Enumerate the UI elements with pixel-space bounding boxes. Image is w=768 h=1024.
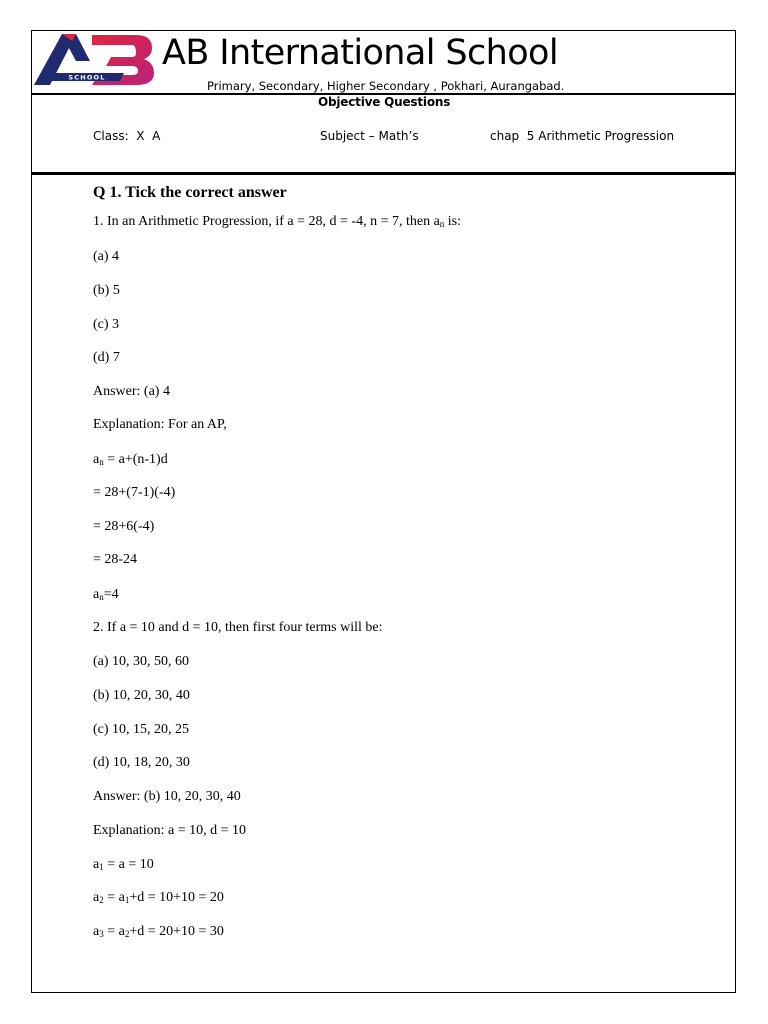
q1-step-formula: [93, 451, 168, 471]
q2-term-3: [93, 923, 224, 943]
school-address: Primary, Secondary, Higher Secondary , Pokhari, Aurangabad.: [207, 79, 565, 93]
q1-result: [93, 586, 119, 606]
q2-term-2-value: +d = 10+10 = 20: [129, 890, 224, 905]
q2-option-b: (b) 10, 20, 30, 40: [93, 688, 190, 703]
q2-term-3-value: +d = 20+10 = 30: [129, 924, 224, 939]
q2-term-1-subscript: 1: [99, 862, 104, 872]
q2-question: 2. If a = 10 and d = 10, then first four terms will be:: [93, 620, 383, 635]
school-name: AB International School: [162, 33, 558, 73]
q2-option-c: (c) 10, 15, 20, 25: [93, 722, 190, 737]
logo-school-text: SCHOOL: [68, 73, 106, 82]
q1-answer: Answer: (a) 4: [93, 384, 170, 399]
q2-term-3-mid: = a: [103, 924, 125, 939]
q2-term-3-subscript-prev: 2: [124, 929, 130, 939]
q2-term-2-mid: = a: [103, 890, 125, 905]
q2-explanation: Explanation: a = 10, d = 10: [93, 823, 247, 838]
q2-term-2-name: a: [93, 890, 100, 905]
q1-step-formula-rest: = a+(n-1)d: [103, 452, 168, 467]
school-logo: [32, 31, 156, 87]
q1-question-suffix: is:: [444, 214, 462, 229]
q1-explanation: Explanation: For an AP,: [93, 417, 227, 432]
q1-step-multiply: = 28+6(-4): [93, 519, 155, 534]
info-divider: [32, 172, 736, 175]
q1-step-formula-subscript: n: [99, 457, 104, 467]
chapter-label: chap 5 Arithmetic Progression: [490, 129, 675, 143]
q1-result-term: a: [93, 587, 100, 602]
q1-step-formula-term: a: [93, 452, 100, 467]
q2-term-1-value: = a = 10: [103, 857, 154, 872]
q1-step-substitute: = 28+(7-1)(-4): [93, 485, 176, 500]
q1-question: [93, 213, 461, 233]
q1-option-b: (b) 5: [93, 283, 120, 298]
q2-option-a: (a) 10, 30, 50, 60: [93, 654, 190, 669]
q2-term-3-name: a: [93, 924, 100, 939]
q2-term-2-subscript: 2: [99, 895, 104, 905]
subject-label: Subject – Math’s: [320, 129, 419, 143]
q1-question-text: 1. In an Arithmetic Progression, if a = 28, d = -4, n = 7, then a: [93, 214, 440, 229]
q2-term-1-name: a: [93, 857, 100, 872]
q2-term-2: [93, 889, 224, 909]
q2-option-d: (d) 10, 18, 20, 30: [93, 755, 190, 770]
class-label: Class: X A: [93, 129, 161, 143]
q1-step-subtract: = 28-24: [93, 552, 138, 567]
q2-term-3-subscript: 3: [99, 929, 104, 939]
q2-term-2-subscript-prev: 1: [124, 895, 130, 905]
q1-option-c: (c) 3: [93, 317, 120, 332]
q1-result-subscript: n: [99, 592, 104, 602]
q2-term-1: [93, 856, 154, 876]
q2-answer: Answer: (b) 10, 20, 30, 40: [93, 789, 241, 804]
q1-result-value: =4: [103, 587, 119, 602]
q1-question-subscript: n: [439, 219, 445, 229]
section-heading: Q 1. Tick the correct answer: [93, 184, 287, 201]
q1-option-d: (d) 7: [93, 350, 120, 365]
q1-option-a: (a) 4: [93, 249, 120, 264]
sheet-title: Objective Questions: [318, 95, 451, 109]
